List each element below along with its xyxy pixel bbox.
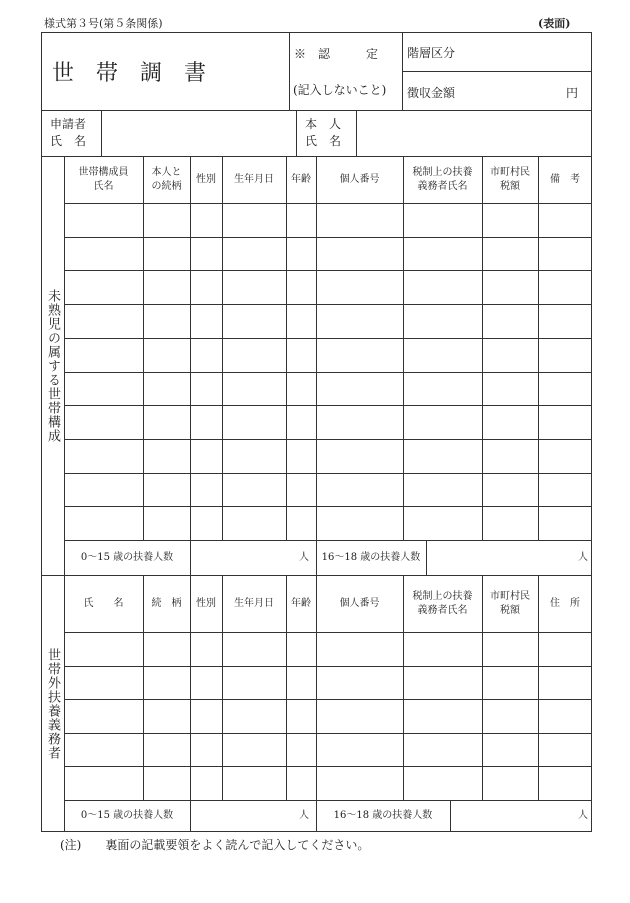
table-row[interactable] [65,204,591,237]
table-row[interactable] [65,667,591,700]
table-row[interactable] [65,507,591,540]
certification-note: (記入しないこと) [293,83,387,97]
table-row[interactable] [65,474,591,507]
section1-dep-0-15-label: 0〜15 歳の扶養人数 [80,551,174,563]
applicant-name-field[interactable] [102,111,295,155]
section2-header-6: 税制上の扶養 義務者氏名 [412,591,473,616]
section2-label: 世帯外扶養義務者 [45,647,60,760]
table-row[interactable] [65,767,591,800]
section2-header-2: 性別 [196,597,216,609]
class-label: 階層区分 [407,46,456,60]
section2-dep-16-18-unit: 人 [578,810,588,822]
section1-dep-16-18-unit: 人 [578,551,588,563]
table-row[interactable] [65,339,591,372]
section1-header-6: 税制上の扶養 義務者氏名 [412,167,473,192]
section1-dep-16-18-field[interactable] [427,541,571,574]
section2-dep-0-15-unit: 人 [299,810,309,822]
section1-header-8: 備 考 [550,173,580,185]
table-row[interactable] [65,633,591,666]
section2-dep-16-18-label: 16〜18 歳の扶養人数 [333,810,433,822]
section2-header-5: 個人番号 [339,597,380,609]
table-row[interactable] [65,271,591,304]
form-title: 世 帯 調 書 [52,61,207,86]
fee-unit: 円 [566,86,579,100]
section2-dep-16-18-field[interactable] [451,801,571,831]
section1-dep-0-15-field[interactable] [191,541,291,574]
table-row[interactable] [65,406,591,439]
section2-header-0: 氏 名 [83,597,124,609]
table-row[interactable] [65,373,591,406]
form-number: 様式第３号(第５条関係) [44,17,163,30]
fee-label: 徴収金額 [407,86,456,100]
section2-header-7: 市町村民 税額 [490,591,530,616]
section1-header-5: 個人番号 [339,173,380,185]
section1-dep-0-15-unit: 人 [299,551,309,563]
section1-header-0: 世帯構成員 氏名 [78,167,129,192]
certification-label: ※ 認 定 [294,47,379,61]
table-row[interactable] [65,734,591,767]
section1-header-7: 市町村民 税額 [490,167,530,192]
page-side-label: (表面) [538,17,571,30]
table-row[interactable] [65,700,591,733]
section2-dep-0-15-label: 0〜15 歳の扶養人数 [80,810,174,822]
table-row[interactable] [65,305,591,338]
section1-dep-16-18-label: 16〜18 歳の扶養人数 [321,551,421,563]
section2-header-8: 住 所 [550,597,580,609]
person-name-label: 本 人 氏 名 [305,117,342,148]
section2-dep-0-15-field[interactable] [191,801,291,831]
section1-label: 未熟児の属する世帯構成 [45,288,60,443]
section1-header-2: 性別 [196,173,216,185]
footer-note: (注) 裏面の記載要領をよく読んで記入してください。 [60,838,370,852]
person-name-field[interactable] [357,111,591,155]
table-row[interactable] [65,440,591,473]
section1-header-3: 生年月日 [234,173,274,185]
section1-header-1: 本人と の続柄 [151,167,182,192]
applicant-name-label: 申請者 氏 名 [50,117,87,148]
section2-header-1: 続 柄 [151,597,182,609]
section1-header-4: 年齢 [291,173,311,185]
table-row[interactable] [65,238,591,271]
section2-header-4: 年齢 [291,597,311,609]
section2-header-3: 生年月日 [234,597,274,609]
